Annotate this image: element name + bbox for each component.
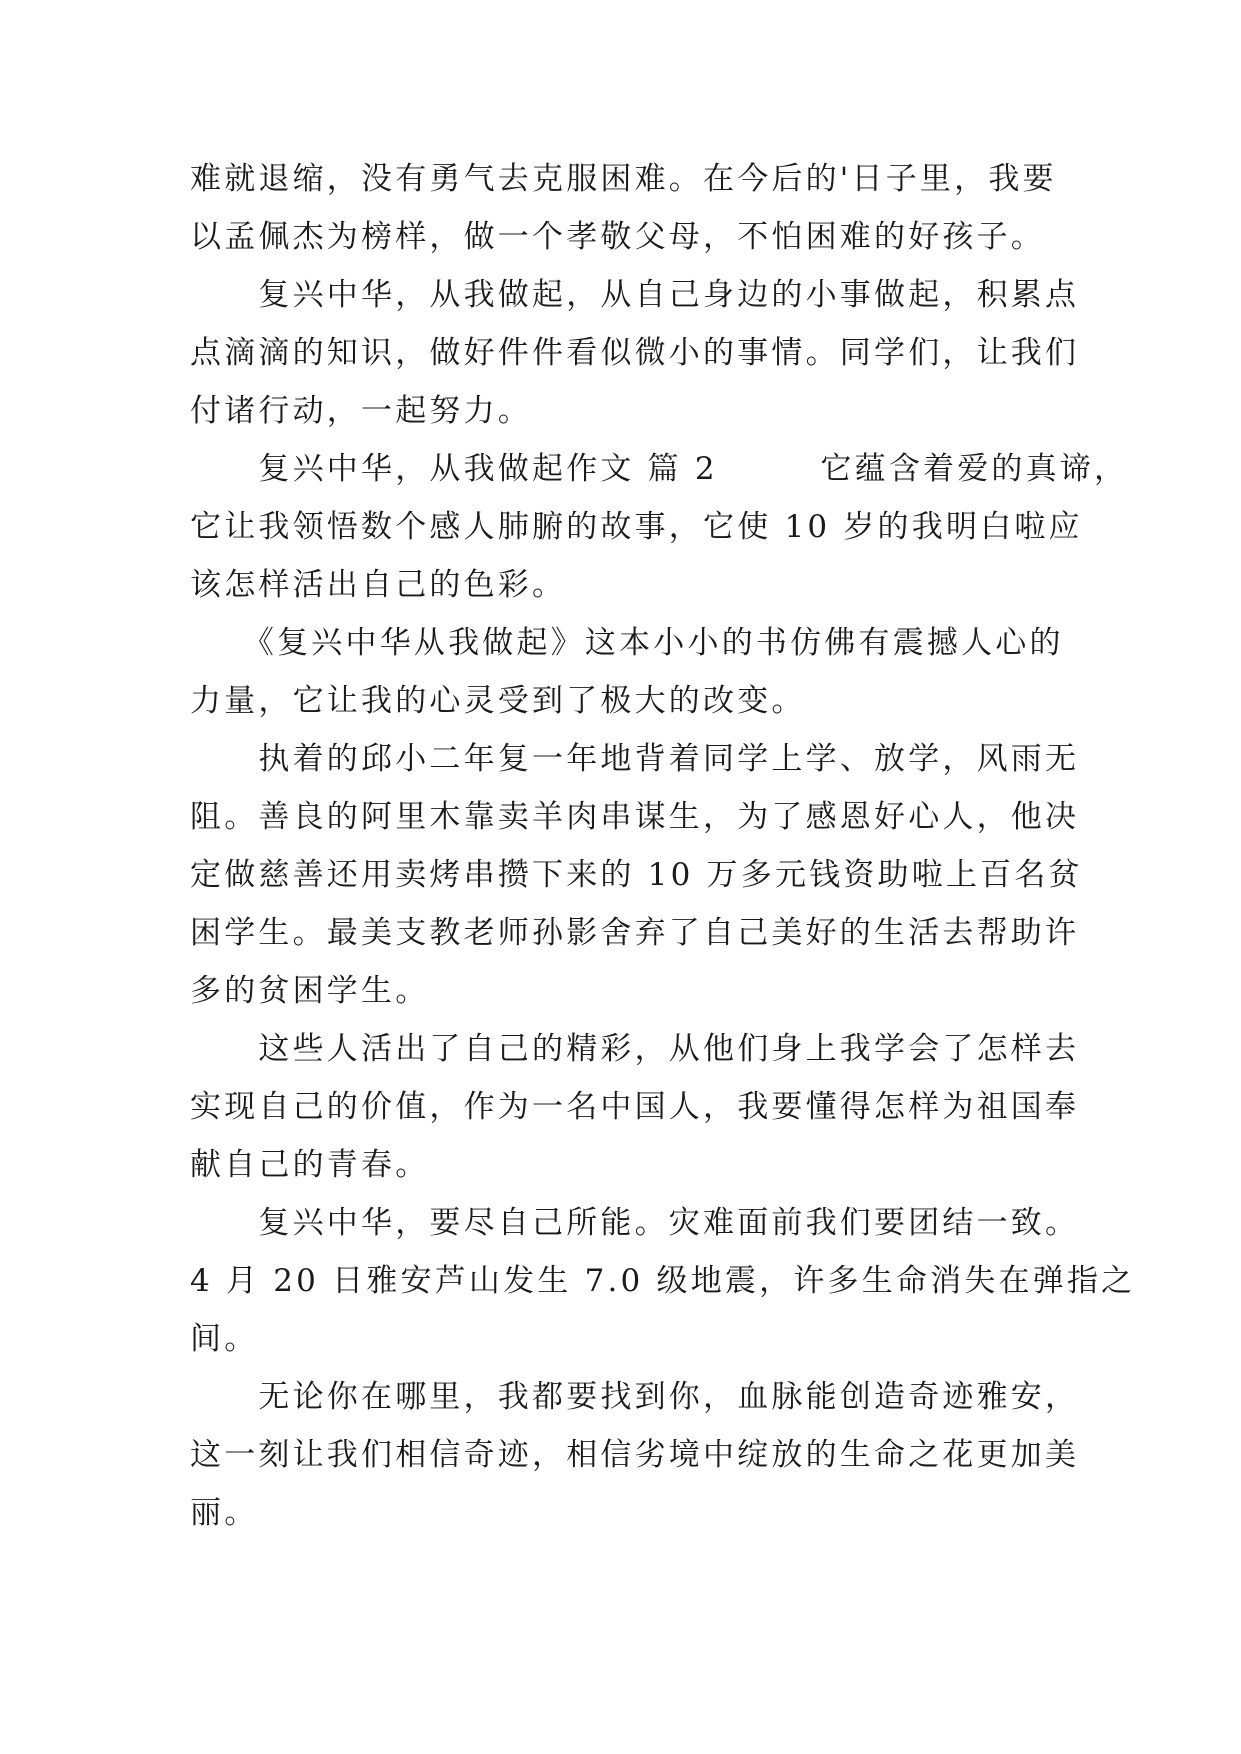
text-line: 4 月 20 日雅安芦山发生 7.0 级地震，许多生命消失在弹指之 [190, 1263, 1136, 1299]
text-line: 付诸行动，一起努力。 [190, 393, 532, 429]
text-line: 《复兴中华从我做起》这本小小的书仿佛有震撼人心的 [190, 625, 1064, 661]
text-line: 它让我领悟数个感人肺腑的故事，它使 10 岁的我明白啦应 [190, 509, 1083, 545]
text-line: 间。 [190, 1321, 259, 1357]
text-line: 复兴中华，从我做起作文 篇 2 它蕴含着爱的真谛， [190, 451, 1129, 487]
text-line: 无论你在哪里，我都要找到你，血脉能创造奇迹雅安， [190, 1379, 1080, 1415]
text-line: 阻。善良的阿里木靠卖羊肉串谋生，为了感恩好心人，他决 [190, 799, 1080, 835]
text-line: 定做慈善还用卖烤串攒下来的 10 万多元钱资助啦上百名贫 [190, 857, 1083, 893]
text-line: 困学生。最美支教老师孙影舍弃了自己美好的生活去帮助许 [190, 915, 1080, 951]
text-line: 复兴中华，从我做起，从自己身边的小事做起，积累点 [190, 277, 1080, 313]
text-line: 这些人活出了自己的精彩，从他们身上我学会了怎样去 [190, 1031, 1080, 1067]
text-line: 献自己的青春。 [190, 1147, 430, 1183]
text-line: 点滴滴的知识，做好件件看似微小的事情。同学们，让我们 [190, 335, 1080, 371]
document-body [190, 150, 1136, 1542]
text-line: 难就退缩，没有勇气去克服困难。在今后的'日子里，我要 [190, 161, 1057, 197]
text-line: 该怎样活出自己的色彩。 [190, 567, 567, 603]
text-line: 执着的邱小二年复一年地背着同学上学、放学，风雨无 [190, 741, 1080, 777]
text-line: 多的贫困学生。 [190, 973, 430, 1009]
text-line: 丽。 [190, 1495, 259, 1531]
text-line: 以孟佩杰为榜样，做一个孝敬父母，不怕困难的好孩子。 [190, 219, 1045, 255]
text-line: 实现自己的价值，作为一名中国人，我要懂得怎样为祖国奉 [190, 1089, 1080, 1125]
text-line: 这一刻让我们相信奇迹，相信劣境中绽放的生命之花更加美 [190, 1437, 1080, 1473]
text-line: 复兴中华，要尽自己所能。灾难面前我们要团结一致。 [190, 1205, 1080, 1241]
text-line: 力量，它让我的心灵受到了极大的改变。 [190, 683, 806, 719]
